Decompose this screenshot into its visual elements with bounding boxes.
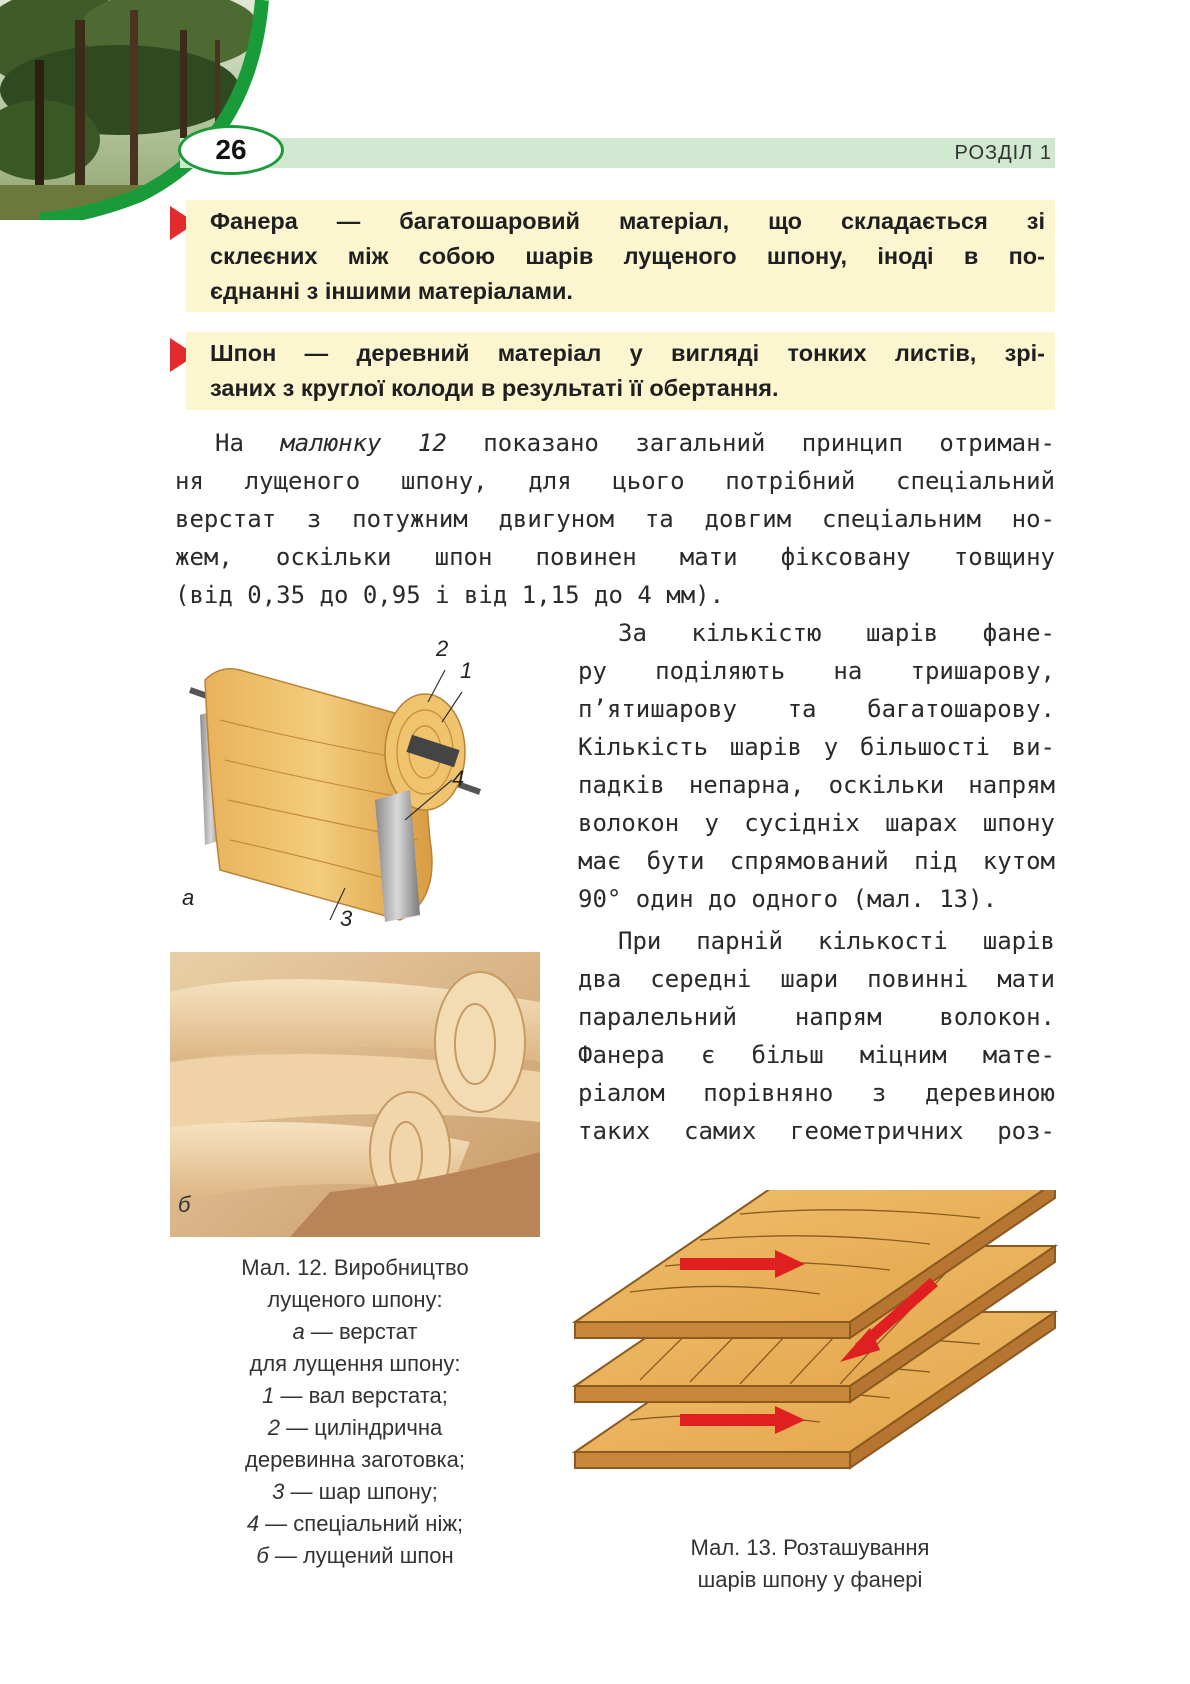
paragraph-line: жем, оскільки шпон повинен мати фіксовану товщину — [175, 543, 1055, 571]
definition-line: єднанні з іншими матеріалами. — [210, 278, 573, 304]
definition-line: заних з круглої колоди в результаті її обертання. — [210, 375, 779, 401]
caption-line: Мал. 12. Виробництво — [241, 1255, 469, 1280]
definition-line: Фанера — багатошаровий матеріал, що складається зі — [210, 208, 1045, 234]
definition-line: склеєних між собою шарів лущеного шпону, іноді в по- — [210, 243, 1045, 269]
definition-veneer — [186, 332, 1055, 410]
page-number: 26 — [178, 125, 284, 175]
figure-label-a: а — [182, 885, 195, 910]
caption-line: Мал. 13. Розташування — [690, 1535, 930, 1560]
paragraph-line: верстат з потужним двигуном та довгим спеціальним но- — [175, 505, 1055, 533]
paragraph-line: При парній кількості шарів — [618, 927, 1055, 955]
paragraph-even-layers — [578, 922, 1055, 1150]
caption-line: 2 — циліндрична — [267, 1415, 443, 1440]
caption-line: для лущення шпону: — [249, 1351, 461, 1376]
paragraph-line: Фанера є більш міцним мате- — [578, 1041, 1055, 1069]
caption-line: шарів шпону у фанері — [697, 1567, 923, 1592]
callout-3: 3 — [340, 906, 353, 931]
paragraph-line: (від 0,35 до 0,95 і від 1,15 до 4 мм). — [175, 581, 725, 609]
paragraph-line: паралельний напрям волокон. — [578, 1003, 1055, 1031]
paragraph-line: За кількістю шарів фане- — [618, 619, 1055, 647]
paragraph-veneer-production — [175, 424, 1055, 614]
figure-13-caption — [600, 1532, 1020, 1596]
paragraph-line: 90° один до одного (мал. 13). — [578, 885, 998, 913]
paragraph-line: два середні шари повинні мати — [578, 965, 1055, 993]
figure-12a-lathe — [180, 636, 540, 940]
figure-12b-veneer-photo — [170, 952, 540, 1237]
caption-line: б — лущений шпон — [256, 1543, 454, 1568]
figure-label-b: б — [178, 1192, 191, 1217]
paragraph-line: має бути спрямований під кутом — [578, 847, 1055, 875]
paragraph-line: ру поділяють на тришарову, — [578, 657, 1055, 685]
paragraph-line: волокон у сусідніх шарах шпону — [578, 809, 1055, 837]
figure-12-caption — [170, 1252, 540, 1572]
caption-line: 4 — спеціальний ніж; — [246, 1511, 464, 1536]
paragraph-line: таких самих геометричних роз- — [578, 1117, 1055, 1145]
paragraph-line: п’ятишарову та багатошарову. — [578, 695, 1055, 723]
callout-4: 4 — [452, 766, 465, 791]
caption-line: а — верстат — [292, 1319, 418, 1344]
paragraph-line: ріалом порівняно з деревиною — [578, 1079, 1055, 1107]
callout-1: 1 — [460, 658, 473, 683]
paragraph-line: ня лущеного шпону, для цього потрібний спеціальний — [175, 467, 1055, 495]
caption-line: 3 — шар шпону; — [272, 1479, 438, 1504]
section-label: РОЗДІЛ 1 — [954, 142, 1052, 164]
paragraph-line: На малюнку 12 показано загальний принцип отриман- — [215, 429, 1055, 457]
caption-line: лущеного шпону: — [267, 1287, 443, 1312]
definition-line: Шпон — деревний матеріал у вигляді тонких листів, зрі- — [210, 340, 1045, 366]
caption-line: 1 — вал верстата; — [262, 1383, 448, 1408]
figure-reference: малюнку 12 — [280, 429, 447, 457]
caption-line: деревинна заготовка; — [245, 1447, 465, 1472]
figure-13-plywood-layers — [570, 1190, 1060, 1500]
corner-forest-photo — [0, 0, 270, 220]
paragraph-line: Кількість шарів у більшості ви- — [578, 733, 1055, 761]
definition-plywood — [186, 200, 1055, 312]
header-bar — [180, 138, 1055, 168]
paragraph-layer-count — [578, 614, 1055, 918]
callout-2: 2 — [436, 636, 449, 661]
paragraph-line: падків непарна, оскільки напрям — [578, 771, 1055, 799]
